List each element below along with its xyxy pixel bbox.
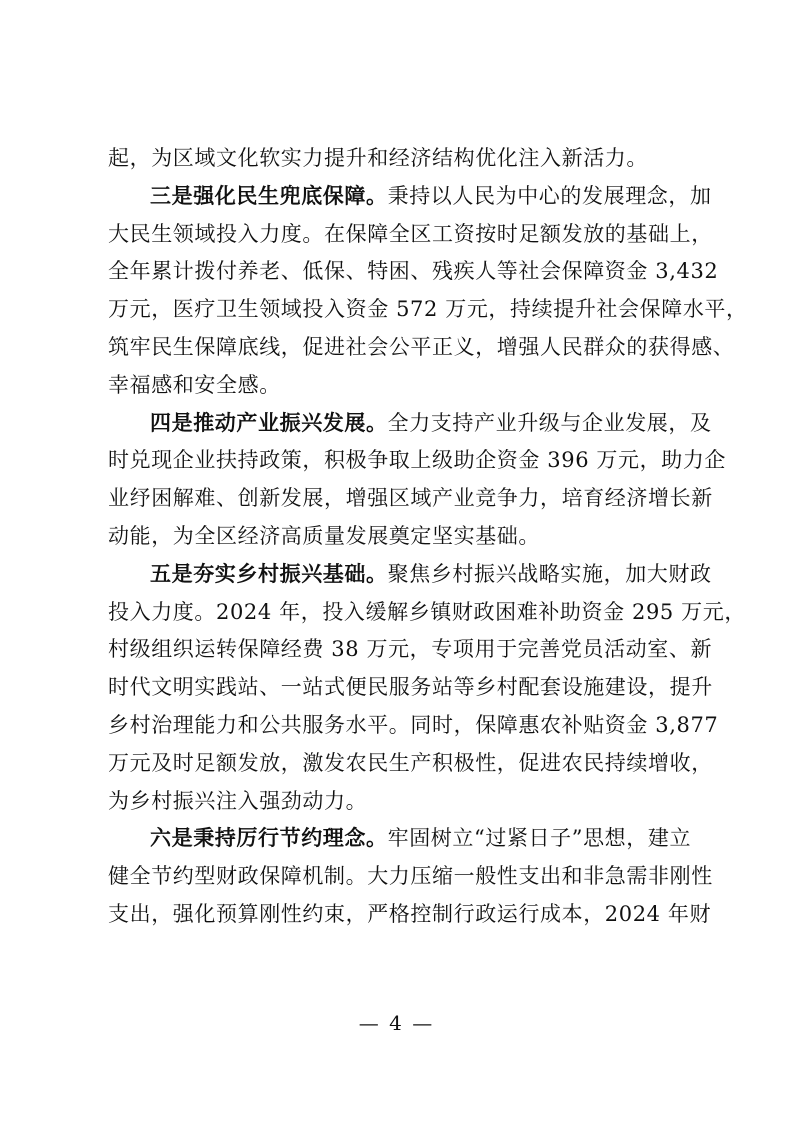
text-line [108, 178, 712, 216]
body-text [108, 140, 748, 934]
paragraph-rural-revitalization [108, 556, 746, 821]
line-text: 起，为区域文化软实力提升和经济结构优化注入新活力。 [108, 146, 648, 170]
text-line [108, 291, 748, 329]
line-text: 牢固树立“过紧日子”思想，建立 [387, 826, 692, 851]
text-line [108, 140, 698, 178]
text-line [108, 442, 727, 480]
line-text: 万元及时足额发放，激发农民生产积极性，促进农民持续增收， [108, 750, 713, 775]
text-line [108, 669, 713, 707]
line-text: 乡村治理能力和公共服务水平。同时，保障惠农补贴资金 3,877 [108, 712, 719, 737]
text-line [108, 858, 713, 896]
line-text: 全力支持产业升级与企业发展，及 [387, 410, 712, 435]
text-line [108, 896, 712, 934]
paragraph-industrial-revitalization [108, 405, 727, 556]
text-line [108, 253, 719, 291]
paragraph-continuation [108, 140, 698, 178]
text-line [108, 556, 712, 594]
line-text: 时兑现企业扶持政策，积极争取上级助企资金 396 万元，助力企 [108, 448, 727, 473]
text-line [108, 783, 698, 821]
line-text: 动能，为全区经济高质量发展奠定坚实基础。 [108, 523, 540, 548]
text-line [108, 367, 698, 405]
page-number: — 4 — [358, 1011, 435, 1035]
line-text: 聚焦乡村振兴战略实施，加大财政 [387, 561, 712, 586]
paragraph-heading: 四是推动产业振兴发展。 [150, 410, 388, 435]
line-text: 为乡村振兴注入强劲动力。 [108, 788, 368, 813]
line-text: 支出，强化预算刚性约束，严格控制行政运行成本，2024 年财 [108, 901, 712, 926]
paragraph-heading: 六是秉持厉行节约理念。 [150, 826, 388, 851]
line-text: 幸福感和安全感。 [108, 372, 281, 397]
line-text: 村级组织运转保障经费 38 万元，专项用于完善党员活动室、新 [108, 637, 713, 662]
text-line [108, 594, 746, 632]
line-text: 秉持以人民为中心的发展理念，加 [387, 183, 712, 208]
paragraph-heading: 五是夯实乡村振兴基础。 [150, 561, 388, 586]
text-line [108, 480, 713, 518]
text-line [108, 631, 713, 669]
line-text: 大民生领域投入力度。在保障全区工资按时足额发放的基础上， [108, 221, 713, 246]
line-text: 时代文明实践站、一站式便民服务站等乡村配套设施建设，提升 [108, 675, 713, 700]
line-text: 全年累计拨付养老、低保、特困、残疾人等社会保障资金 3,432 [108, 259, 719, 284]
text-line [108, 707, 719, 745]
line-text: 万元，医疗卫生领域投入资金 572 万元，持续提升社会保障水平， [108, 297, 748, 322]
line-text: 投入力度。2024 年，投入缓解乡镇财政困难补助资金 295 万元， [108, 599, 746, 624]
text-line [108, 405, 712, 443]
paragraph-heading: 三是强化民生兜底保障。 [150, 183, 388, 208]
line-text: 健全节约型财政保障机制。大力压缩一般性支出和非急需非刚性 [108, 864, 713, 889]
paragraph-frugality [108, 820, 713, 933]
text-line [108, 518, 698, 556]
text-line [108, 329, 735, 367]
line-text: 筑牢民生保障底线，促进社会公平正义，增强人民群众的获得感、 [108, 334, 735, 359]
text-line [108, 820, 698, 858]
text-line [108, 216, 713, 254]
text-line [108, 745, 713, 783]
paragraph-livelihood-security [108, 178, 748, 405]
line-text: 业纾困解难、创新发展，增强区域产业竞争力，培育经济增长新 [108, 486, 713, 511]
